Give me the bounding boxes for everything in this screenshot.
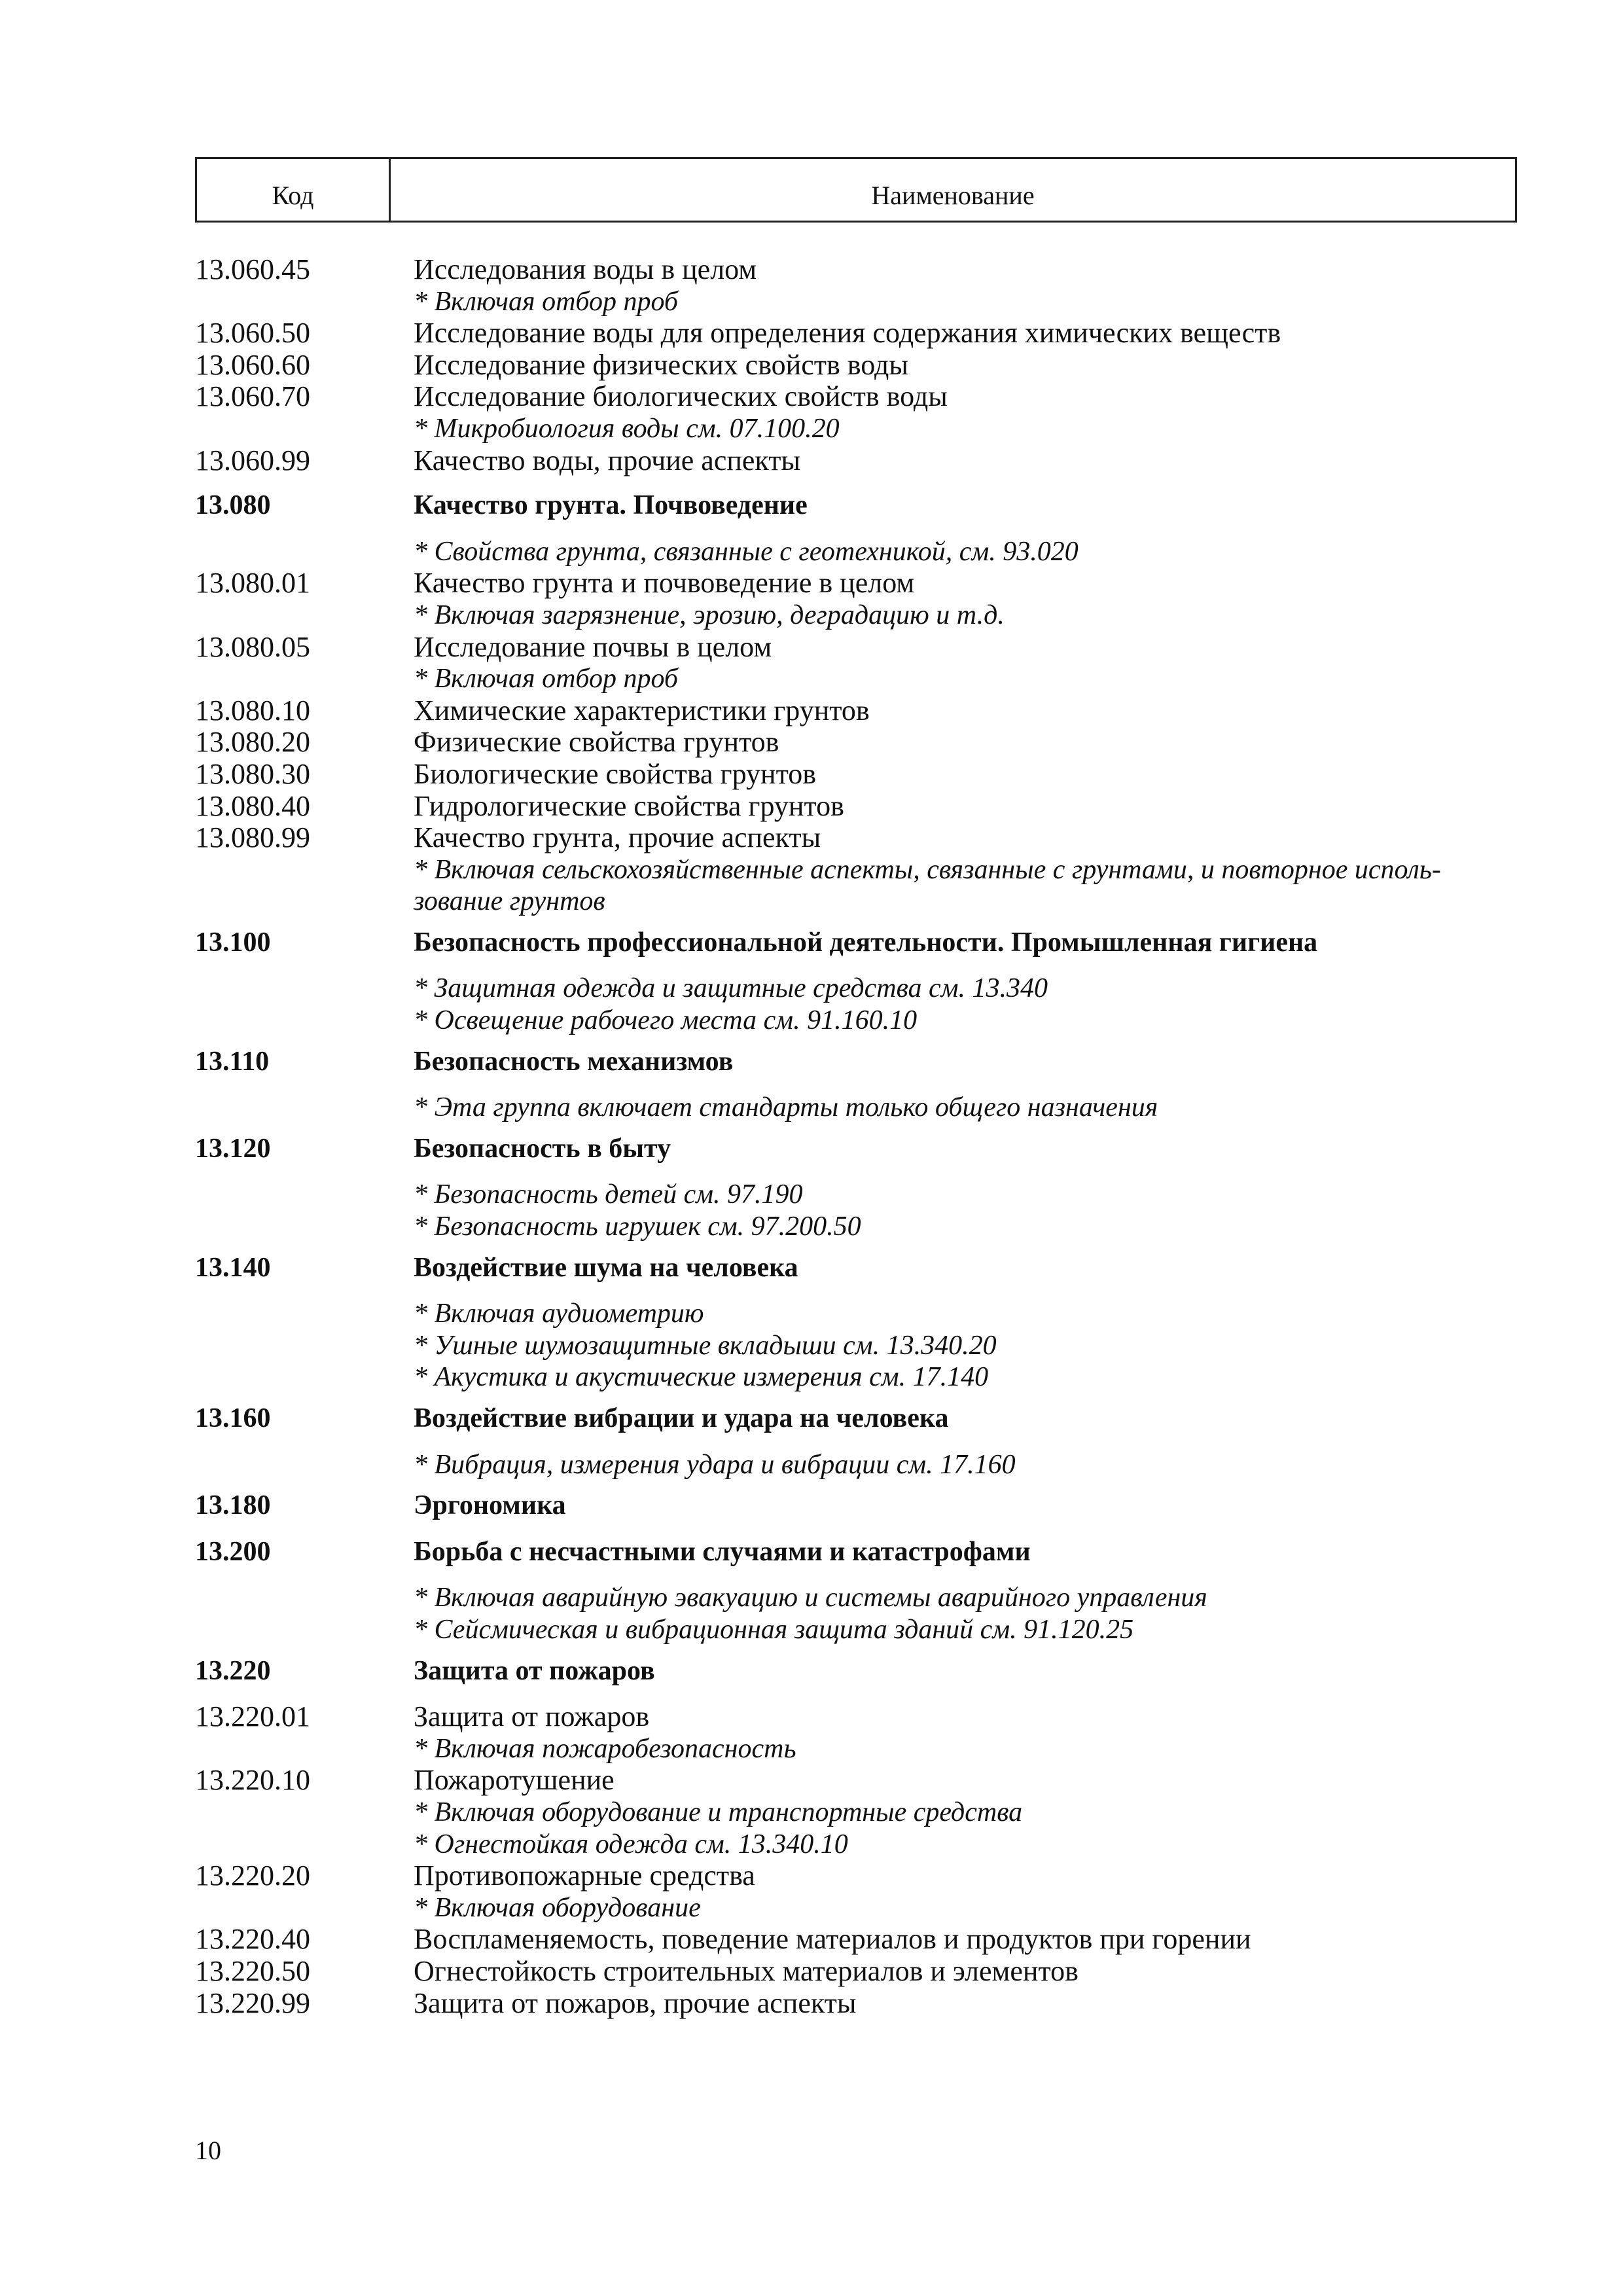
list-item — [195, 381, 1530, 413]
item-name: Исследование почвы в целом — [414, 630, 772, 663]
item-code: 13.200 — [195, 1536, 271, 1567]
item-name: Исследование биологических свойств воды — [414, 380, 948, 413]
item-name: Физические свойства грунтов — [414, 726, 779, 759]
item-code: 13.080.40 — [195, 789, 310, 822]
note-line — [195, 600, 1530, 632]
note-text: * Акустика и акустические измерения см. 17.140 — [414, 1362, 989, 1393]
note-text: * Включая оборудование и транспортные средства — [414, 1797, 1023, 1827]
item-code: 13.100 — [195, 927, 271, 958]
item-code: 13.080.10 — [195, 694, 310, 726]
item-code: 13.060.45 — [195, 253, 310, 285]
item-code: 13.220.99 — [195, 1986, 310, 2019]
item-code: 13.110 — [195, 1046, 270, 1077]
classification-list — [195, 254, 1530, 2019]
list-item — [195, 1860, 1530, 1892]
item-code: 13.160 — [195, 1403, 271, 1433]
list-item — [195, 822, 1530, 854]
note-text: * Включая загрязнение, эрозию, деградацию и т.д. — [414, 600, 1005, 630]
section-row — [195, 1403, 1530, 1435]
item-name: Воздействие вибрации и удара на человека — [414, 1403, 949, 1433]
list-item — [195, 567, 1530, 600]
note-text: * Ушные шумозащитные вкладыши см. 13.340.20 — [414, 1330, 997, 1361]
item-name: Огнестойкость строительных материалов и элементов — [414, 1954, 1079, 1987]
list-item — [195, 350, 1530, 382]
item-name: Эргономика — [414, 1490, 566, 1521]
item-code: 13.080 — [195, 490, 271, 521]
note-line — [195, 1298, 1530, 1330]
section-row — [195, 1133, 1530, 1165]
section-row — [195, 1046, 1530, 1078]
item-name: Исследование воды для определения содержания химических веществ — [414, 317, 1281, 350]
item-name: Исследования воды в целом — [414, 253, 757, 285]
list-item — [195, 695, 1530, 727]
note-text: * Включая пожаробезопасность — [414, 1733, 796, 1764]
list-item — [195, 1988, 1530, 2020]
list-item — [195, 317, 1530, 350]
list-item — [195, 1701, 1530, 1733]
note-line — [195, 1449, 1530, 1481]
header-code: Код — [197, 159, 391, 221]
item-code: 13.080.05 — [195, 630, 310, 663]
note-text: зование грунтов — [414, 886, 605, 917]
item-code: 13.080.99 — [195, 821, 310, 854]
item-code: 13.180 — [195, 1490, 271, 1521]
item-name: Противопожарные средства — [414, 1859, 755, 1892]
note-line — [195, 1361, 1530, 1393]
note-text: * Включая отбор проб — [414, 664, 679, 694]
note-line — [195, 286, 1530, 318]
list-item — [195, 759, 1530, 791]
section-row — [195, 1536, 1530, 1568]
list-item — [195, 791, 1530, 823]
list-item — [195, 1765, 1530, 1797]
note-line — [195, 1892, 1530, 1924]
note-line — [195, 663, 1530, 695]
item-name: Биологические свойства грунтов — [414, 757, 816, 790]
item-code: 13.220 — [195, 1655, 271, 1686]
item-name: Воздействие шума на человека — [414, 1252, 798, 1283]
item-code: 13.220.01 — [195, 1700, 310, 1733]
item-name: Защита от пожаров — [414, 1655, 655, 1686]
note-line — [195, 1005, 1530, 1037]
item-code: 13.060.70 — [195, 380, 310, 413]
item-code: 13.080.30 — [195, 757, 310, 790]
note-line — [195, 1733, 1530, 1765]
section-row — [195, 927, 1530, 959]
note-text: * Безопасность детей см. 97.190 — [414, 1179, 803, 1210]
table-header — [195, 157, 1517, 223]
item-name: Гидрологические свойства грунтов — [414, 789, 844, 822]
item-code: 13.080.01 — [195, 567, 310, 600]
item-code: 13.060.50 — [195, 317, 310, 350]
item-name: Защита от пожаров, прочие аспекты — [414, 1986, 857, 2019]
note-line — [195, 854, 1530, 886]
item-code: 13.140 — [195, 1252, 271, 1283]
item-name: Качество воды, прочие аспекты — [414, 444, 801, 476]
note-line — [195, 1614, 1530, 1646]
item-code: 13.220.10 — [195, 1764, 310, 1797]
note-line — [195, 1829, 1530, 1861]
note-line — [195, 1330, 1530, 1362]
list-item — [195, 726, 1530, 759]
item-name: Пожаротушение — [414, 1764, 615, 1797]
note-text: * Включая отбор проб — [414, 286, 679, 317]
note-text: * Безопасность игрушек см. 97.200.50 — [414, 1211, 861, 1242]
note-text: * Включая аварийную эвакуацию и системы аварийного управления — [414, 1583, 1207, 1613]
item-name: Исследование физических свойств воды — [414, 348, 908, 381]
item-name: Химические характеристики грунтов — [414, 694, 870, 726]
list-item — [195, 1924, 1530, 1956]
item-name: Борьба с несчастными случаями и катастрофами — [414, 1536, 1031, 1567]
item-code: 13.120 — [195, 1133, 271, 1164]
note-text: * Освещение рабочего места см. 91.160.10 — [414, 1005, 918, 1036]
note-text: * Включая оборудование — [414, 1892, 701, 1923]
note-line — [195, 1211, 1530, 1243]
note-text: * Микробиология воды см. 07.100.20 — [414, 413, 840, 444]
note-line — [195, 1092, 1530, 1124]
note-line — [195, 973, 1530, 1005]
list-item — [195, 445, 1530, 477]
list-item — [195, 632, 1530, 664]
item-name: Качество грунта и почвоведение в целом — [414, 567, 915, 600]
item-name: Безопасность механизмов — [414, 1046, 734, 1077]
note-line — [195, 886, 1530, 918]
list-item — [195, 1956, 1530, 1988]
note-line — [195, 1179, 1530, 1211]
note-text: * Свойства грунта, связанные с геотехникой, см. 93.020 — [414, 536, 1079, 567]
list-item — [195, 254, 1530, 286]
note-line — [195, 536, 1530, 568]
item-code: 13.060.60 — [195, 348, 310, 381]
item-code: 13.220.40 — [195, 1923, 310, 1956]
note-text: * Включая сельскохозяйственные аспекты, связанные с грунтами, и повторное исполь- — [414, 854, 1441, 885]
note-text: * Защитная одежда и защитные средства см. 13.340 — [414, 973, 1048, 1004]
section-row — [195, 490, 1530, 522]
section-row — [195, 1490, 1530, 1522]
item-name: Защита от пожаров — [414, 1700, 650, 1733]
note-text: * Эта группа включает стандарты только общего назначения — [414, 1092, 1158, 1123]
header-name: Наименование — [871, 180, 1035, 210]
item-name: Безопасность в быту — [414, 1133, 671, 1164]
page-number: 10 — [195, 2136, 221, 2165]
item-code: 13.220.20 — [195, 1859, 310, 1892]
item-name: Качество грунта, прочие аспекты — [414, 821, 821, 854]
note-text: * Включая аудиометрию — [414, 1299, 704, 1329]
section-row — [195, 1252, 1530, 1284]
item-code: 13.220.50 — [195, 1954, 310, 1987]
item-name: Безопасность профессиональной деятельности. Промышленная гигиена — [414, 927, 1318, 958]
note-line — [195, 1582, 1530, 1614]
item-code: 13.080.20 — [195, 726, 310, 759]
note-text: * Вибрация, измерения удара и вибрации см. 17.160 — [414, 1449, 1016, 1480]
note-text: * Огнестойкая одежда см. 13.340.10 — [414, 1829, 848, 1859]
item-name: Воспламеняемость, поведение материалов и продуктов при горении — [414, 1923, 1251, 1956]
item-name: Качество грунта. Почвоведение — [414, 490, 808, 521]
note-line — [195, 1797, 1530, 1829]
note-text: * Сейсмическая и вибрационная защита зданий см. 91.120.25 — [414, 1614, 1134, 1645]
section-row — [195, 1655, 1530, 1687]
note-line — [195, 413, 1530, 445]
item-code: 13.060.99 — [195, 444, 310, 476]
